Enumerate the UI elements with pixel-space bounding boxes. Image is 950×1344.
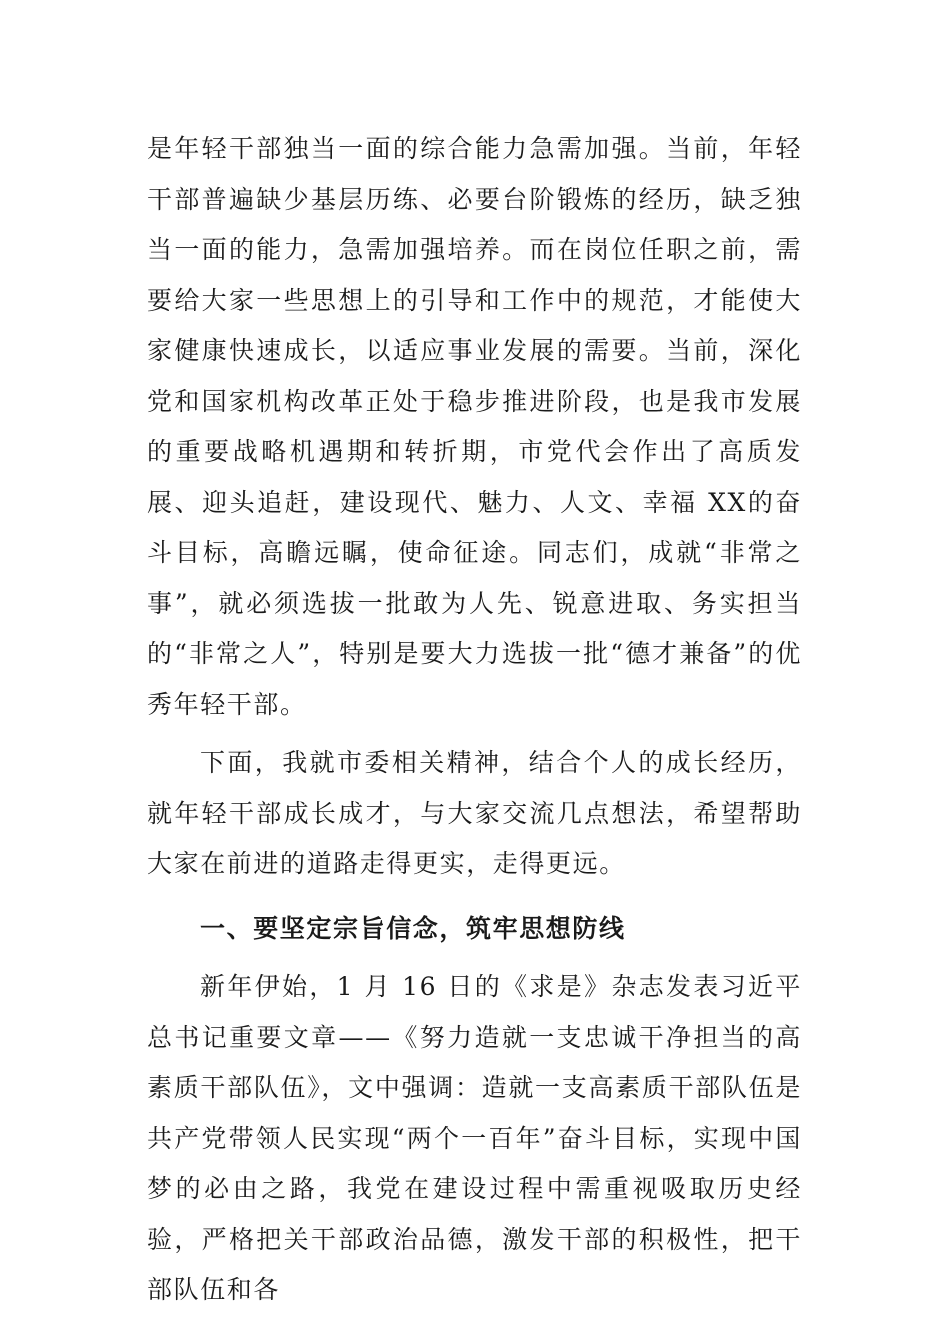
paragraph-continuation: 是年轻干部独当一面的综合能力急需加强。当前，年轻干部普遍缺少基层历练、必要台阶锻炼的经历，缺乏独当一面的能力，急需加强培养。而在岗位任职之前，需要给大家一些思想上的引导和工作中的规范，才能使大家健康快速成长，以适应事业发展的需要。当前，深化党和国家机构改革正处于稳步推进阶段，也是我市发展的重要战略机遇期和转折期，市党代会作出了高质发展、迎头追赶，建设现代、魅力、人文、幸福 XX的奋斗目标，高瞻远瞩，使命征途。同志们，成就“非常之事”，就必须选拔一批敢为人先、锐意进取、务实担当的“非常之人”，特别是要大力选拔一批“德才兼备”的优秀年轻干部。 [147,134,802,719]
paragraph-section-one: 新年伊始，1 月 16 日的《求是》杂志发表习近平总书记重要文章——《努力造就一支忠诚干净担当的高素质干部队伍》，文中强调：造就一支高素质干部队伍是共产党带领人民实现“两个一百年”奋斗目标，实现中国梦的必由之路，我党在建设过程中需重视吸取历史经验，严格把关干部政治品德，激发干部的积极性，把干部队伍和各 [147,972,802,1304]
section-heading: 一、要坚定宗旨信念，筑牢思想防线 [200,913,626,943]
document-body [147,124,802,1316]
paragraph-intro: 下面，我就市委相关精神，结合个人的成长经历，就年轻干部成长成才，与大家交流几点想法，希望帮助大家在前进的道路走得更实，走得更远。 [147,748,802,878]
